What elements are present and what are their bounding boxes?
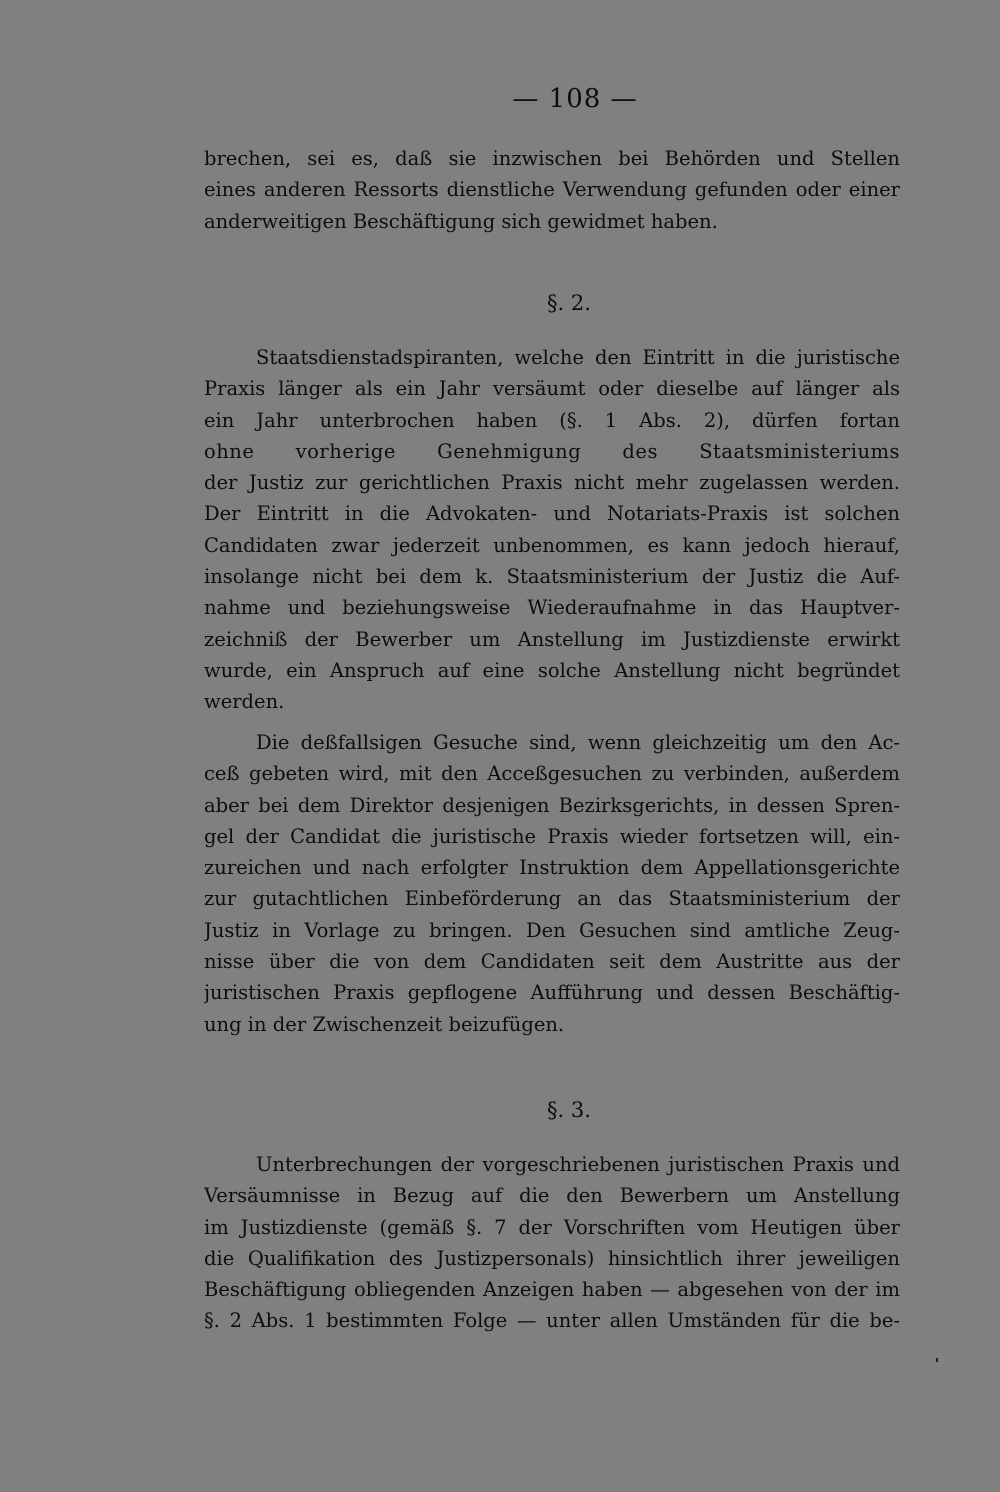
section-2-paragraph-1	[204, 342, 900, 718]
continuation-paragraph	[204, 143, 900, 237]
text-line: Staatsdienstadspiranten, welche den Eintritt in die juristische	[256, 346, 900, 369]
text-line: Beschäftigung obliegenden Anzeigen haben — abgesehen von der im	[204, 1278, 900, 1302]
text-line: Praxis länger als ein Jahr versäumt oder dieselbe auf länger als	[204, 377, 900, 401]
section-2-paragraph-2	[204, 727, 900, 1040]
text-line: Die deßfallsigen Gesuche sind, wenn gleichzeitig um den Ac-	[256, 731, 900, 754]
text-line: juristischen Praxis gepflogene Aufführung und dessen Beschäftig-	[204, 981, 900, 1005]
section-3-paragraph-1	[204, 1149, 900, 1337]
print-speck	[936, 1358, 938, 1362]
text-line: Der Eintritt in die Advokaten- und Notariats-Praxis ist solchen	[204, 502, 900, 526]
text-line: ceß gebeten wird, mit den Acceßgesuchen zu verbinden, außerdem	[204, 762, 900, 786]
text-line: anderweitigen Beschäftigung sich gewidmet haben.	[204, 209, 718, 233]
text-line: zeichniß der Bewerber um Anstellung im Justizdienste erwirkt	[204, 627, 900, 651]
text-line: Unterbrechungen der vorgeschriebenen juristischen Praxis und	[256, 1153, 900, 1176]
text-line: die Qualifikation des Justizpersonals) hinsichtlich ihrer jeweiligen	[204, 1246, 900, 1270]
text-line: ung in der Zwischenzeit beizufügen.	[204, 1012, 565, 1036]
document-page	[204, 82, 900, 1462]
text-line: der Justiz zur gerichtlichen Praxis nicht mehr zugelassen werden.	[204, 471, 900, 495]
text-line: Justiz in Vorlage zu bringen. Den Gesuchen sind amtliche Zeug-	[204, 918, 900, 942]
text-line: ein Jahr unterbrochen haben (§. 1 Abs. 2), dürfen fortan	[204, 408, 900, 432]
section-heading-3: §. 3.	[547, 1098, 591, 1122]
section-heading-2: §. 2.	[547, 291, 591, 315]
text-line: wurde, ein Anspruch auf eine solche Anstellung nicht begründet	[204, 658, 900, 682]
text-line: Candidaten zwar jederzeit unbenommen, es kann jedoch hierauf,	[204, 533, 900, 557]
text-line: ohne vorherige Genehmigung des Staatsministeriums	[204, 439, 900, 463]
text-line: nahme und beziehungsweise Wiederaufnahme in das Hauptver-	[204, 596, 900, 620]
page-number: — 108 —	[512, 84, 638, 114]
text-line: zur gutachtlichen Einbeförderung an das Staatsministerium der	[204, 887, 900, 911]
text-line: eines anderen Ressorts dienstliche Verwendung gefunden oder einer	[204, 178, 900, 202]
text-line: im Justizdienste (gemäß §. 7 der Vorschriften vom Heutigen über	[204, 1215, 900, 1239]
text-line: nisse über die von dem Candidaten seit dem Austritte aus der	[204, 950, 900, 974]
text-line: brechen, sei es, daß sie inzwischen bei Behörden und Stellen	[204, 147, 900, 170]
text-line: werden.	[204, 690, 285, 714]
text-line: Versäumnisse in Bezug auf die den Bewerbern um Anstellung	[204, 1184, 900, 1208]
text-line: gel der Candidat die juristische Praxis wieder fortsetzen will, ein-	[204, 824, 900, 848]
text-line: zureichen und nach erfolgter Instruktion dem Appellationsgerichte	[204, 856, 900, 880]
text-line: aber bei dem Direktor desjenigen Bezirksgerichts, in dessen Spren-	[204, 793, 900, 817]
text-line: §. 2 Abs. 1 bestimmten Folge — unter allen Umständen für die be-	[204, 1309, 900, 1333]
text-line: insolange nicht bei dem k. Staatsministerium der Justiz die Auf-	[204, 565, 900, 589]
